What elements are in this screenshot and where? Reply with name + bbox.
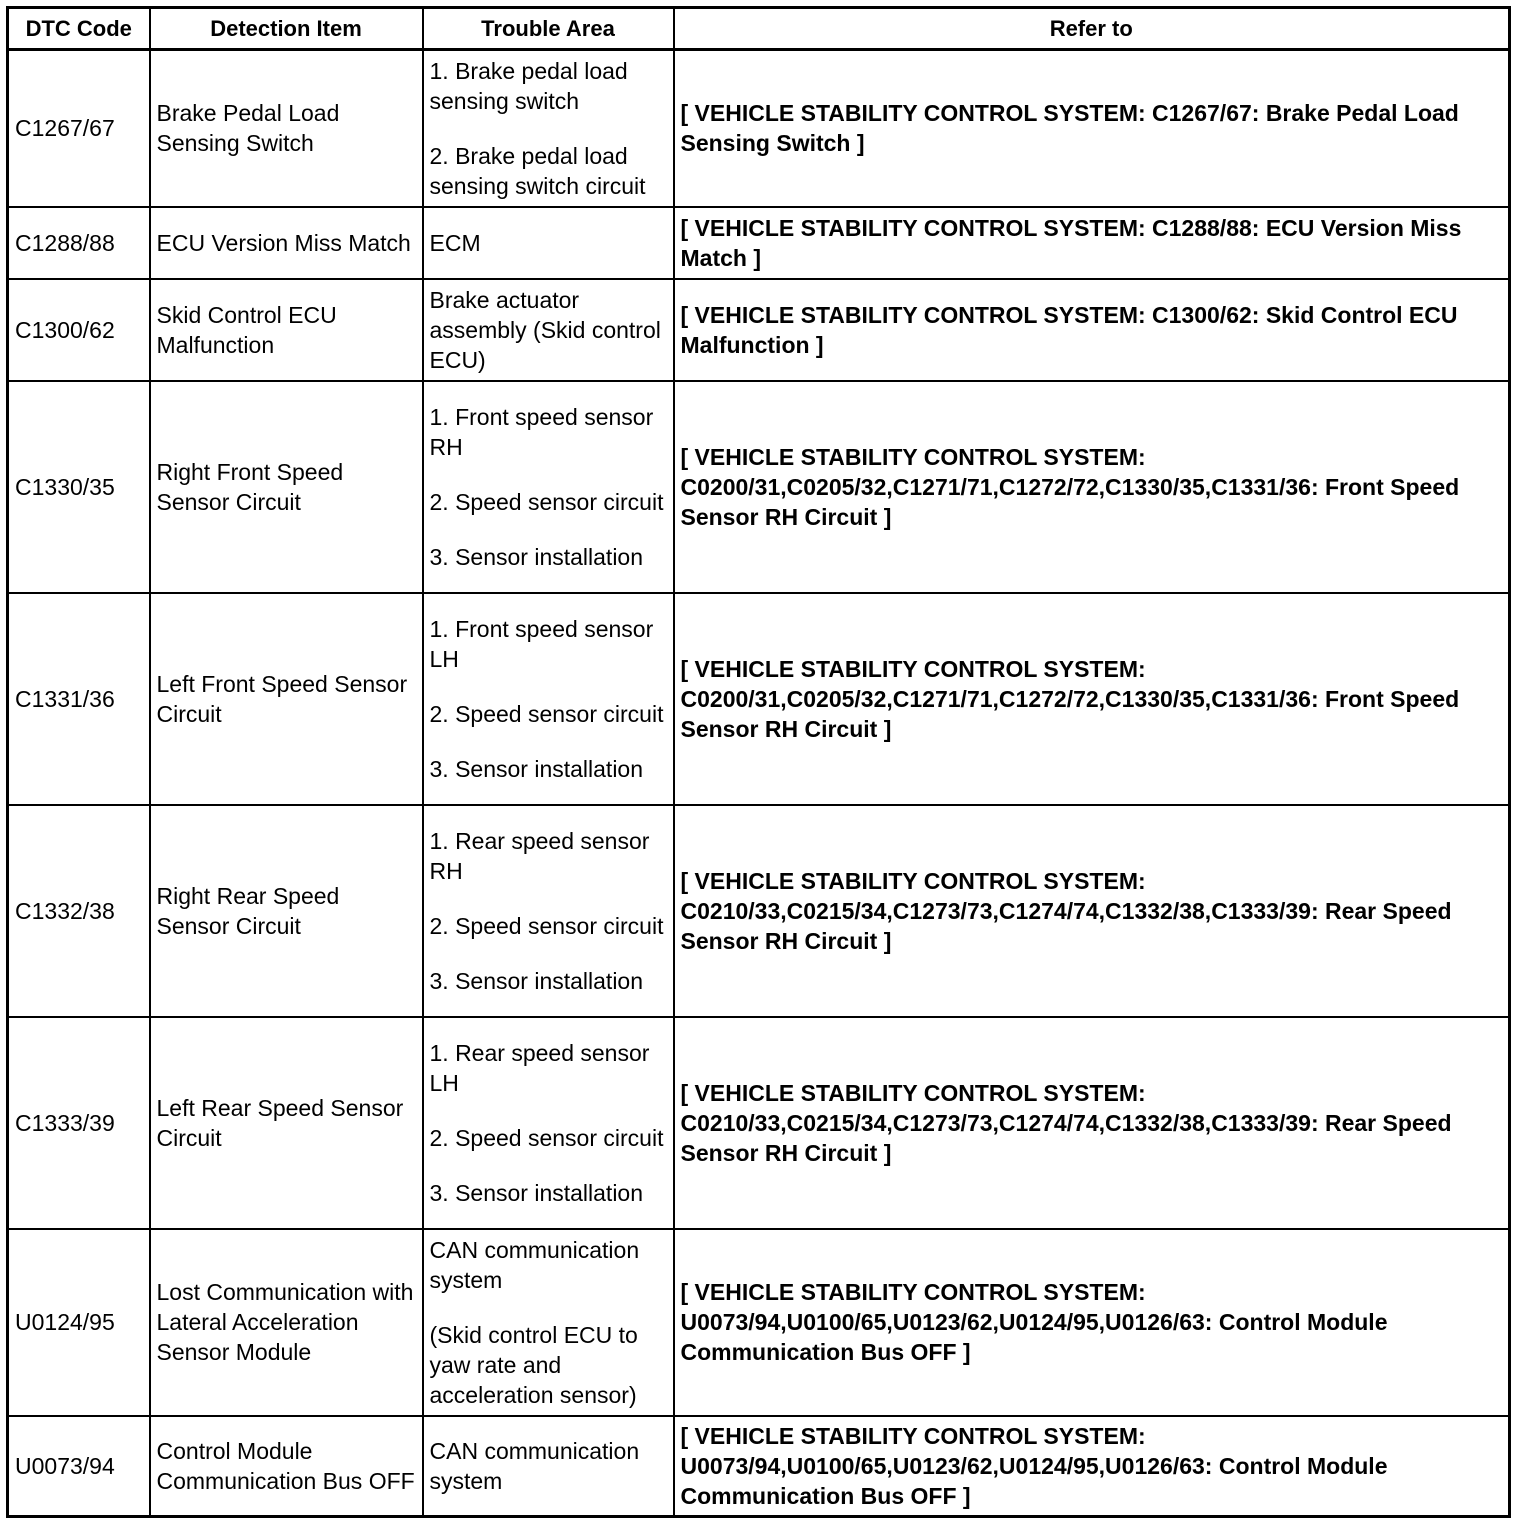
refer-to-cell: [ VEHICLE STABILITY CONTROL SYSTEM: C1300/62: Skid Control ECU Malfunction ] <box>674 279 1510 381</box>
dtc-code-cell: C1332/38 <box>8 805 150 1017</box>
detection-item-cell: Left Rear Speed Sensor Circuit <box>150 1017 423 1229</box>
refer-to-cell: [ VEHICLE STABILITY CONTROL SYSTEM: C1267/67: Brake Pedal Load Sensing Switch ] <box>674 50 1510 207</box>
detection-item-cell: Skid Control ECU Malfunction <box>150 279 423 381</box>
dtc-code-cell: U0124/95 <box>8 1229 150 1416</box>
table-row <box>8 50 1510 207</box>
trouble-area-cell <box>423 381 674 593</box>
detection-item-cell: ECU Version Miss Match <box>150 207 423 279</box>
trouble-area-cell <box>423 593 674 805</box>
trouble-area-line: 3. Sensor installation <box>429 543 644 570</box>
trouble-area-cell <box>423 279 674 381</box>
trouble-area-line: 1. Brake pedal load sensing switch <box>429 57 628 114</box>
trouble-area-line: 1. Rear speed sensor LH <box>429 1039 650 1096</box>
header-refer-to: Refer to <box>674 8 1510 50</box>
trouble-area-cell <box>423 805 674 1017</box>
header-row <box>8 8 1510 50</box>
header-detection-item: Detection Item <box>150 8 423 50</box>
trouble-area-cell <box>423 1017 674 1229</box>
refer-to-cell: [ VEHICLE STABILITY CONTROL SYSTEM: C1288/88: ECU Version Miss Match ] <box>674 207 1510 279</box>
detection-item-cell: Left Front Speed Sensor Circuit <box>150 593 423 805</box>
detection-item-cell: Brake Pedal Load Sensing Switch <box>150 50 423 207</box>
dtc-code-cell: C1288/88 <box>8 207 150 279</box>
trouble-area-line: 1. Front speed sensor RH <box>429 403 654 460</box>
trouble-area-line: (Skid control ECU to yaw rate and acceleration sensor) <box>429 1321 638 1408</box>
detection-item-cell: Control Module Communication Bus OFF <box>150 1416 423 1517</box>
refer-to-cell: [ VEHICLE STABILITY CONTROL SYSTEM: C0200/31,C0205/32,C1271/71,C1272/72,C1330/35,C1331/36: Front Speed Sensor RH Circuit ] <box>674 381 1510 593</box>
detection-item-cell: Lost Communication with Lateral Acceleration Sensor Module <box>150 1229 423 1416</box>
table-row <box>8 1416 1510 1517</box>
dtc-code-cell: C1330/35 <box>8 381 150 593</box>
trouble-area-cell <box>423 207 674 279</box>
table-row <box>8 1229 1510 1416</box>
detection-item-cell: Right Rear Speed Sensor Circuit <box>150 805 423 1017</box>
trouble-area-line: 3. Sensor installation <box>429 1179 644 1206</box>
refer-to-cell: [ VEHICLE STABILITY CONTROL SYSTEM: C0210/33,C0215/34,C1273/73,C1274/74,C1332/38,C1333/39: Rear Speed Sensor RH Circuit ] <box>674 1017 1510 1229</box>
trouble-area-line: Brake actuator assembly (Skid control ECU) <box>429 286 661 373</box>
trouble-area-line: 3. Sensor installation <box>429 967 644 994</box>
table-row <box>8 593 1510 805</box>
table-row <box>8 279 1510 381</box>
trouble-area-cell <box>423 1229 674 1416</box>
trouble-area-line: 1. Front speed sensor LH <box>429 615 654 672</box>
trouble-area-line: 2. Speed sensor circuit <box>429 912 664 939</box>
header-dtc-code: DTC Code <box>8 8 150 50</box>
dtc-code-cell: C1333/39 <box>8 1017 150 1229</box>
header-trouble-area: Trouble Area <box>423 8 674 50</box>
dtc-code-cell: C1331/36 <box>8 593 150 805</box>
trouble-area-cell <box>423 50 674 207</box>
dtc-code-cell: U0073/94 <box>8 1416 150 1517</box>
table-row <box>8 207 1510 279</box>
trouble-area-line: 2. Brake pedal load sensing switch circuit <box>429 142 646 199</box>
trouble-area-line: 2. Speed sensor circuit <box>429 700 664 727</box>
refer-to-cell: [ VEHICLE STABILITY CONTROL SYSTEM: C0210/33,C0215/34,C1273/73,C1274/74,C1332/38,C1333/39: Rear Speed Sensor RH Circuit ] <box>674 805 1510 1017</box>
trouble-area-cell <box>423 1416 674 1517</box>
dtc-code-cell: C1267/67 <box>8 50 150 207</box>
trouble-area-line: 2. Speed sensor circuit <box>429 1124 664 1151</box>
refer-to-cell: [ VEHICLE STABILITY CONTROL SYSTEM: U0073/94,U0100/65,U0123/62,U0124/95,U0126/63: Control Module Communication Bus OFF ] <box>674 1416 1510 1517</box>
dtc-code-cell: C1300/62 <box>8 279 150 381</box>
dtc-table <box>6 6 1511 1518</box>
trouble-area-line: CAN communication system <box>429 1236 640 1293</box>
trouble-area-line: 3. Sensor installation <box>429 755 644 782</box>
trouble-area-line: ECM <box>429 229 481 256</box>
detection-item-cell: Right Front Speed Sensor Circuit <box>150 381 423 593</box>
table-row <box>8 1017 1510 1229</box>
trouble-area-line: 1. Rear speed sensor RH <box>429 827 650 884</box>
table-row <box>8 381 1510 593</box>
trouble-area-line: 2. Speed sensor circuit <box>429 488 664 515</box>
table-row <box>8 805 1510 1017</box>
refer-to-cell: [ VEHICLE STABILITY CONTROL SYSTEM: C0200/31,C0205/32,C1271/71,C1272/72,C1330/35,C1331/36: Front Speed Sensor RH Circuit ] <box>674 593 1510 805</box>
refer-to-cell: [ VEHICLE STABILITY CONTROL SYSTEM: U0073/94,U0100/65,U0123/62,U0124/95,U0126/63: Control Module Communication Bus OFF ] <box>674 1229 1510 1416</box>
trouble-area-line: CAN communication system <box>429 1437 640 1494</box>
